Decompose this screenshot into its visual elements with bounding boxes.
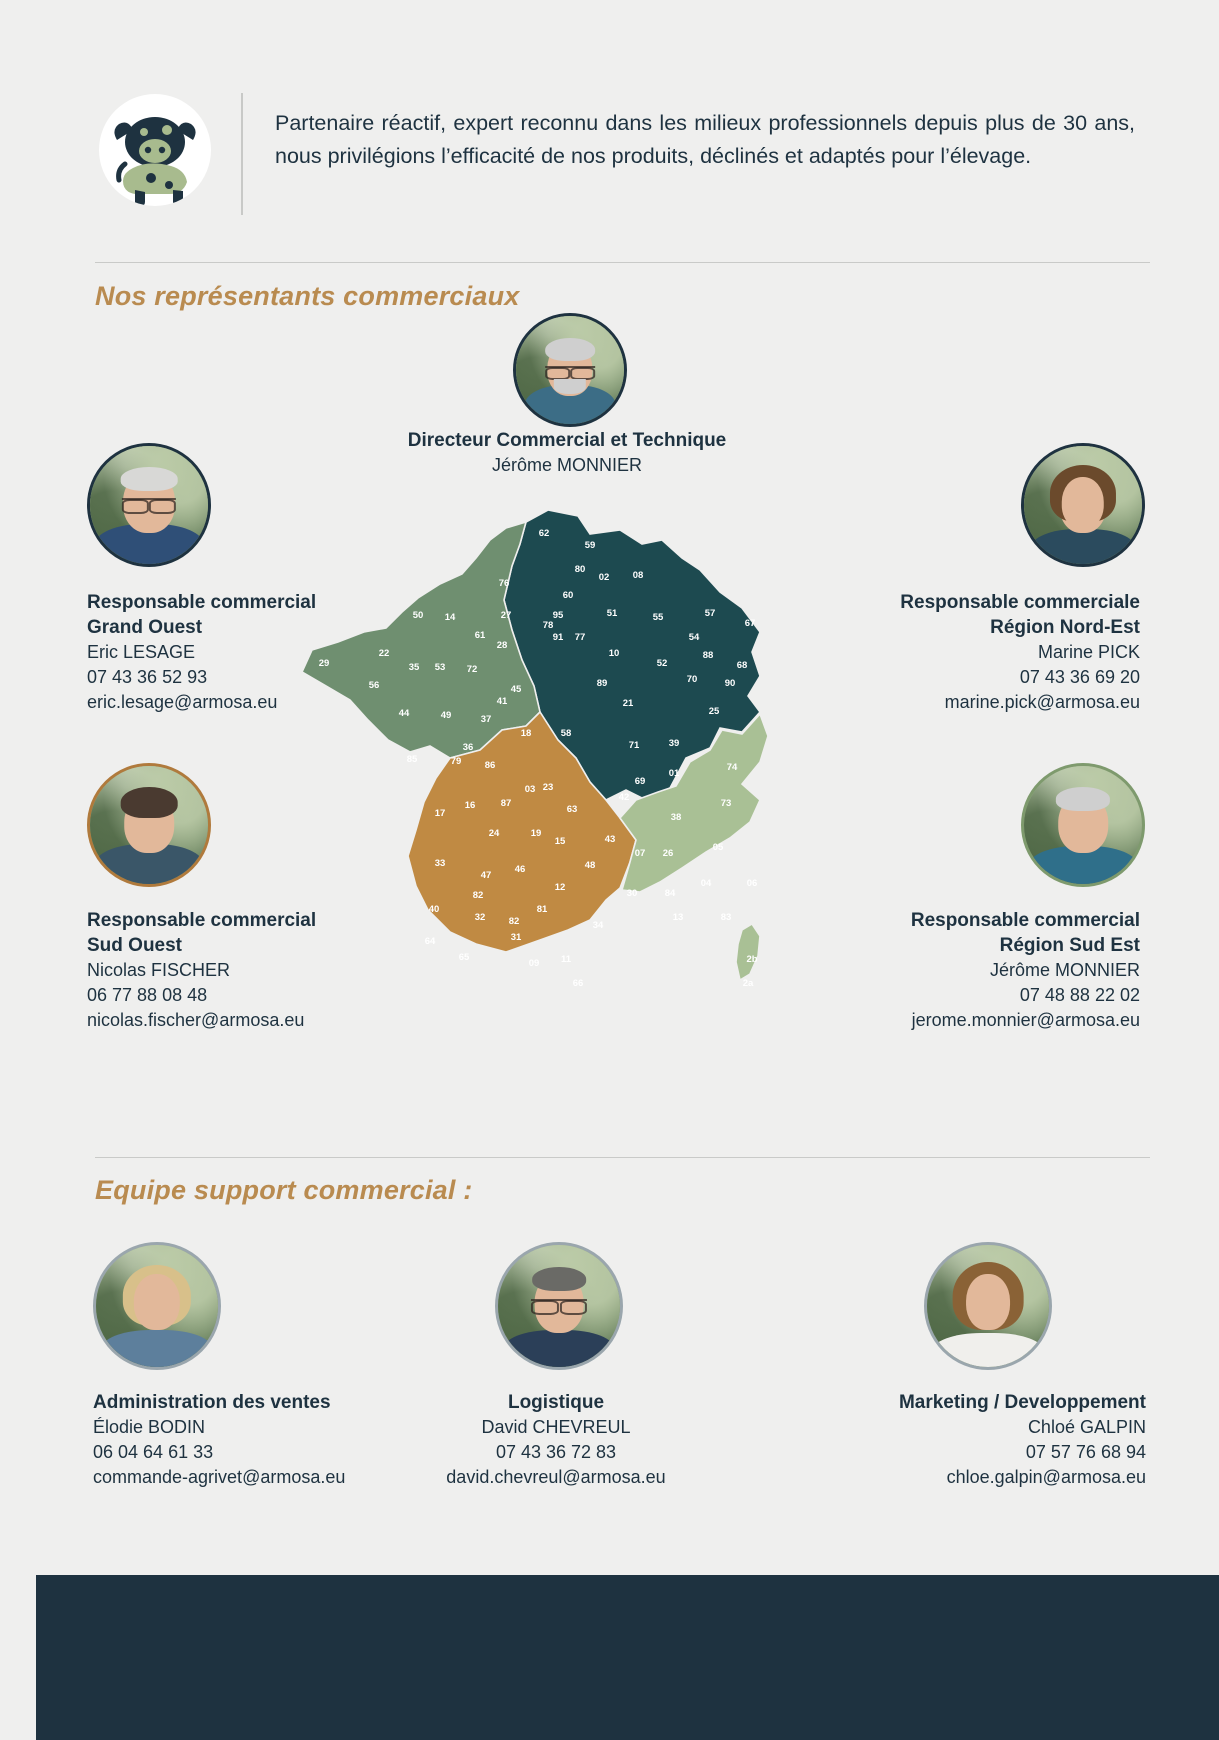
svg-text:27: 27	[500, 610, 512, 621]
svg-text:02: 02	[598, 572, 610, 583]
rep-name: Eric LESAGE	[87, 642, 196, 662]
svg-text:30: 30	[626, 888, 638, 899]
svg-text:50: 50	[412, 610, 424, 621]
rep-role-line2: Région Nord-Est	[990, 617, 1140, 638]
svg-text:76: 76	[498, 578, 510, 589]
svg-text:84: 84	[664, 888, 676, 899]
svg-text:2b: 2b	[746, 954, 758, 965]
rep-phone[interactable]: 07 43 36 69 20	[1019, 667, 1140, 687]
svg-text:37: 37	[480, 714, 492, 725]
rep-email[interactable]: eric.lesage@armosa.eu	[87, 692, 278, 712]
rep-name: Jérôme MONNIER	[989, 960, 1140, 980]
director-role: Directeur Commercial et Technique	[407, 430, 727, 451]
section-title-support: Equipe support commercial :	[95, 1175, 473, 1205]
svg-text:52: 52	[656, 658, 668, 669]
svg-text:43: 43	[604, 834, 616, 845]
avatar-rep-sud-est	[1021, 763, 1145, 887]
svg-text:25: 25	[708, 706, 720, 717]
brand-logo	[95, 85, 215, 215]
svg-text:71: 71	[628, 740, 640, 751]
svg-text:78: 78	[542, 620, 554, 631]
svg-text:16: 16	[464, 800, 476, 811]
rep-role-line1: Responsable commerciale	[900, 592, 1140, 613]
support-phone[interactable]: 07 43 36 72 83	[495, 1442, 617, 1462]
svg-text:95: 95	[552, 610, 564, 621]
footer-left-notch	[0, 1575, 36, 1740]
support-name: Chloé GALPIN	[1027, 1417, 1146, 1437]
svg-text:62: 62	[538, 528, 550, 539]
svg-text:13: 13	[672, 912, 684, 923]
rep-info-sud-est	[760, 908, 1140, 1033]
svg-text:26: 26	[662, 848, 674, 859]
avatar-director	[513, 313, 627, 427]
support-role: Administration des ventes	[93, 1392, 331, 1413]
svg-text:51: 51	[606, 608, 618, 619]
svg-text:23: 23	[542, 782, 554, 793]
svg-text:18: 18	[520, 728, 532, 739]
rep-role-line1: Responsable commercial	[87, 592, 317, 613]
svg-text:17: 17	[434, 808, 446, 819]
svg-text:56: 56	[368, 680, 380, 691]
header-divider	[241, 93, 243, 215]
svg-text:77: 77	[574, 632, 586, 643]
svg-text:22: 22	[378, 648, 390, 659]
intro-text: Partenaire réactif, expert reconnu dans les milieux professionnels depuis plus de 30 ans, nous privilégions l’efficacité de nos produits, déclinés et adaptés pour l’élevage.	[275, 111, 1135, 168]
svg-text:91: 91	[552, 632, 564, 643]
svg-text:80: 80	[574, 564, 586, 575]
avatar-support-marketing	[924, 1242, 1052, 1370]
rep-info-nord-est	[760, 590, 1140, 715]
svg-text:90: 90	[724, 678, 736, 689]
svg-text:53: 53	[434, 662, 446, 673]
svg-text:64: 64	[424, 936, 436, 947]
svg-text:59: 59	[584, 540, 596, 551]
support-role: Logistique	[507, 1392, 605, 1413]
svg-text:12: 12	[554, 882, 566, 893]
svg-text:01: 01	[668, 768, 680, 779]
svg-text:86: 86	[484, 760, 496, 771]
svg-text:79: 79	[450, 756, 462, 767]
svg-text:15: 15	[554, 836, 566, 847]
support-email[interactable]: chloe.galpin@armosa.eu	[946, 1467, 1146, 1487]
svg-text:05: 05	[712, 842, 724, 853]
svg-text:55: 55	[652, 612, 664, 623]
svg-text:73: 73	[720, 798, 732, 809]
divider-mid	[95, 1157, 1150, 1158]
support-name: Élodie BODIN	[93, 1417, 206, 1437]
svg-text:14: 14	[444, 612, 456, 623]
map-zone-corsica[interactable]	[736, 924, 760, 980]
section-title-reps: Nos représentants commerciaux	[95, 281, 520, 311]
cow-logo-icon	[99, 94, 211, 206]
svg-text:67: 67	[744, 618, 756, 629]
rep-email[interactable]: jerome.monnier@armosa.eu	[911, 1010, 1140, 1030]
support-info-marketing	[746, 1390, 1146, 1490]
svg-text:33: 33	[434, 858, 446, 869]
rep-name: Nicolas FISCHER	[87, 960, 231, 980]
svg-text:89: 89	[596, 678, 608, 689]
support-email[interactable]: david.chevreul@armosa.eu	[446, 1467, 666, 1487]
rep-phone[interactable]: 07 48 88 22 02	[1019, 985, 1140, 1005]
svg-text:68: 68	[736, 660, 748, 671]
svg-text:46: 46	[514, 864, 526, 875]
svg-text:28: 28	[496, 640, 508, 651]
director-info	[330, 428, 804, 478]
rep-phone[interactable]: 07 43 36 52 93	[87, 667, 208, 687]
svg-text:70: 70	[686, 674, 698, 685]
support-name: David CHEVREUL	[481, 1417, 631, 1437]
svg-text:09: 09	[528, 958, 540, 969]
rep-role-line2: Grand Ouest	[87, 617, 203, 638]
svg-text:39: 39	[668, 738, 680, 749]
support-role: Marketing / Developpement	[898, 1392, 1146, 1413]
svg-text:88: 88	[702, 650, 714, 661]
avatar-rep-sud-ouest	[87, 763, 211, 887]
svg-text:42: 42	[618, 792, 630, 803]
svg-text:65: 65	[458, 952, 470, 963]
svg-text:85: 85	[406, 754, 418, 765]
svg-text:49: 49	[440, 710, 452, 721]
rep-email[interactable]: nicolas.fischer@armosa.eu	[87, 1010, 305, 1030]
svg-text:81: 81	[536, 904, 548, 915]
svg-text:29: 29	[318, 658, 330, 669]
header	[95, 85, 1150, 215]
svg-text:47: 47	[480, 870, 492, 881]
svg-text:82: 82	[508, 916, 520, 927]
divider-top	[95, 262, 1150, 263]
avatar-rep-grand-ouest	[87, 443, 211, 567]
support-info-logistique	[386, 1390, 726, 1490]
svg-text:08: 08	[632, 570, 644, 581]
svg-text:48: 48	[584, 860, 596, 871]
svg-text:31: 31	[510, 932, 522, 943]
svg-text:35: 35	[408, 662, 420, 673]
rep-role-line2: Sud Ouest	[87, 935, 183, 956]
svg-text:58: 58	[560, 728, 572, 739]
svg-text:2a: 2a	[742, 978, 754, 989]
director-name: Jérôme MONNIER	[491, 455, 643, 475]
support-phone[interactable]: 06 04 64 61 33	[93, 1442, 214, 1462]
svg-text:45: 45	[510, 684, 522, 695]
rep-phone[interactable]: 06 77 88 08 48	[87, 985, 208, 1005]
svg-text:03: 03	[524, 784, 536, 795]
rep-email[interactable]: marine.pick@armosa.eu	[944, 692, 1140, 712]
svg-text:74: 74	[726, 762, 738, 773]
france-sales-territory-map	[290, 500, 780, 1005]
avatar-rep-nord-est	[1021, 443, 1145, 567]
svg-text:10: 10	[608, 648, 620, 659]
svg-text:54: 54	[688, 632, 700, 643]
svg-text:04: 04	[700, 878, 712, 889]
svg-text:32: 32	[474, 912, 486, 923]
svg-text:40: 40	[428, 904, 440, 915]
svg-text:24: 24	[488, 828, 500, 839]
svg-text:38: 38	[670, 812, 682, 823]
svg-text:44: 44	[398, 708, 410, 719]
footer-bar	[0, 1575, 1219, 1740]
svg-text:63: 63	[566, 804, 578, 815]
svg-text:07: 07	[634, 848, 646, 859]
svg-text:34: 34	[592, 920, 604, 931]
svg-text:72: 72	[466, 664, 478, 675]
svg-text:82: 82	[472, 890, 484, 901]
avatar-support-ventes	[93, 1242, 221, 1370]
svg-text:83: 83	[720, 912, 732, 923]
svg-text:87: 87	[500, 798, 512, 809]
rep-role-line2: Région Sud Est	[999, 935, 1140, 956]
svg-text:41: 41	[496, 696, 508, 707]
svg-text:61: 61	[474, 630, 486, 641]
rep-role-line1: Responsable commercial	[87, 910, 317, 931]
rep-role-line1: Responsable commercial	[910, 910, 1140, 931]
svg-text:11: 11	[560, 954, 572, 965]
avatar-support-logistique	[495, 1242, 623, 1370]
support-phone[interactable]: 07 57 76 68 94	[1025, 1442, 1146, 1462]
svg-text:19: 19	[530, 828, 542, 839]
support-email[interactable]: commande-agrivet@armosa.eu	[93, 1467, 346, 1487]
rep-name: Marine PICK	[1037, 642, 1140, 662]
svg-text:06: 06	[746, 878, 758, 889]
svg-text:66: 66	[572, 978, 584, 989]
svg-text:60: 60	[562, 590, 574, 601]
svg-text:57: 57	[704, 608, 716, 619]
svg-text:69: 69	[634, 776, 646, 787]
svg-text:21: 21	[622, 698, 634, 709]
svg-text:36: 36	[462, 742, 474, 753]
